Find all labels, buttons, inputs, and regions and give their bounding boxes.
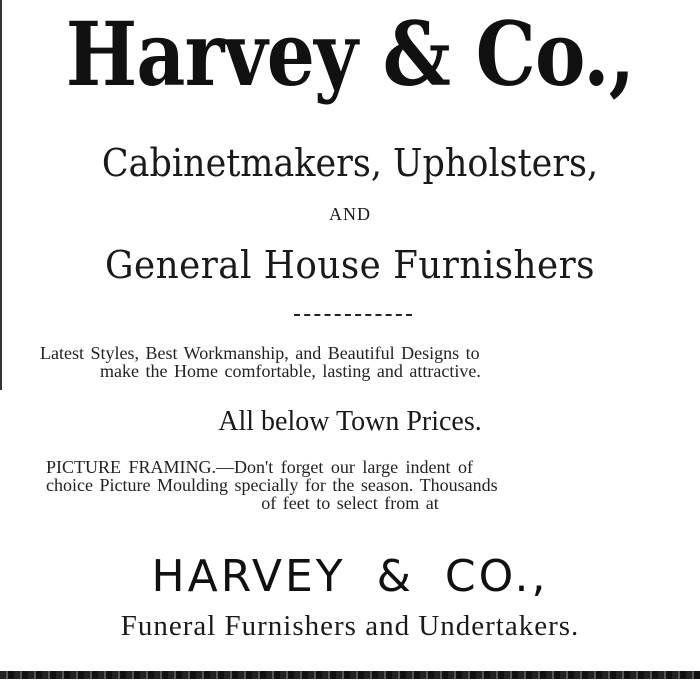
framing-paragraph-line-1: PICTURE FRAMING.—Don't forget our large indent of [46, 457, 474, 477]
styles-paragraph-line-2: make the Home comfortable, lasting and attractive. [100, 361, 481, 381]
subtitle-furnishers: General House Furnishers [105, 243, 595, 287]
left-border-rule [0, 0, 2, 390]
ad-title: Harvey & Co., [65, 2, 635, 106]
framing-paragraph-line-2: choice Picture Moulding specially for the season. Thousands [46, 475, 498, 495]
prices-statement: All below Town Prices. [218, 406, 482, 437]
subtitle-trades: Cabinetmakers, Upholsters, [101, 141, 599, 185]
and-connector: AND [329, 204, 371, 224]
company-tagline: Funeral Furnishers and Undertakers. [120, 610, 580, 642]
bottom-border-rule [0, 671, 700, 679]
company-name: HARVEY & CO., [151, 551, 549, 602]
framing-paragraph-line-3: of feet to select from at [261, 493, 439, 513]
styles-paragraph-line-1: Latest Styles, Best Workmanship, and Beautiful Designs to [40, 343, 480, 363]
dashed-divider [294, 314, 412, 316]
